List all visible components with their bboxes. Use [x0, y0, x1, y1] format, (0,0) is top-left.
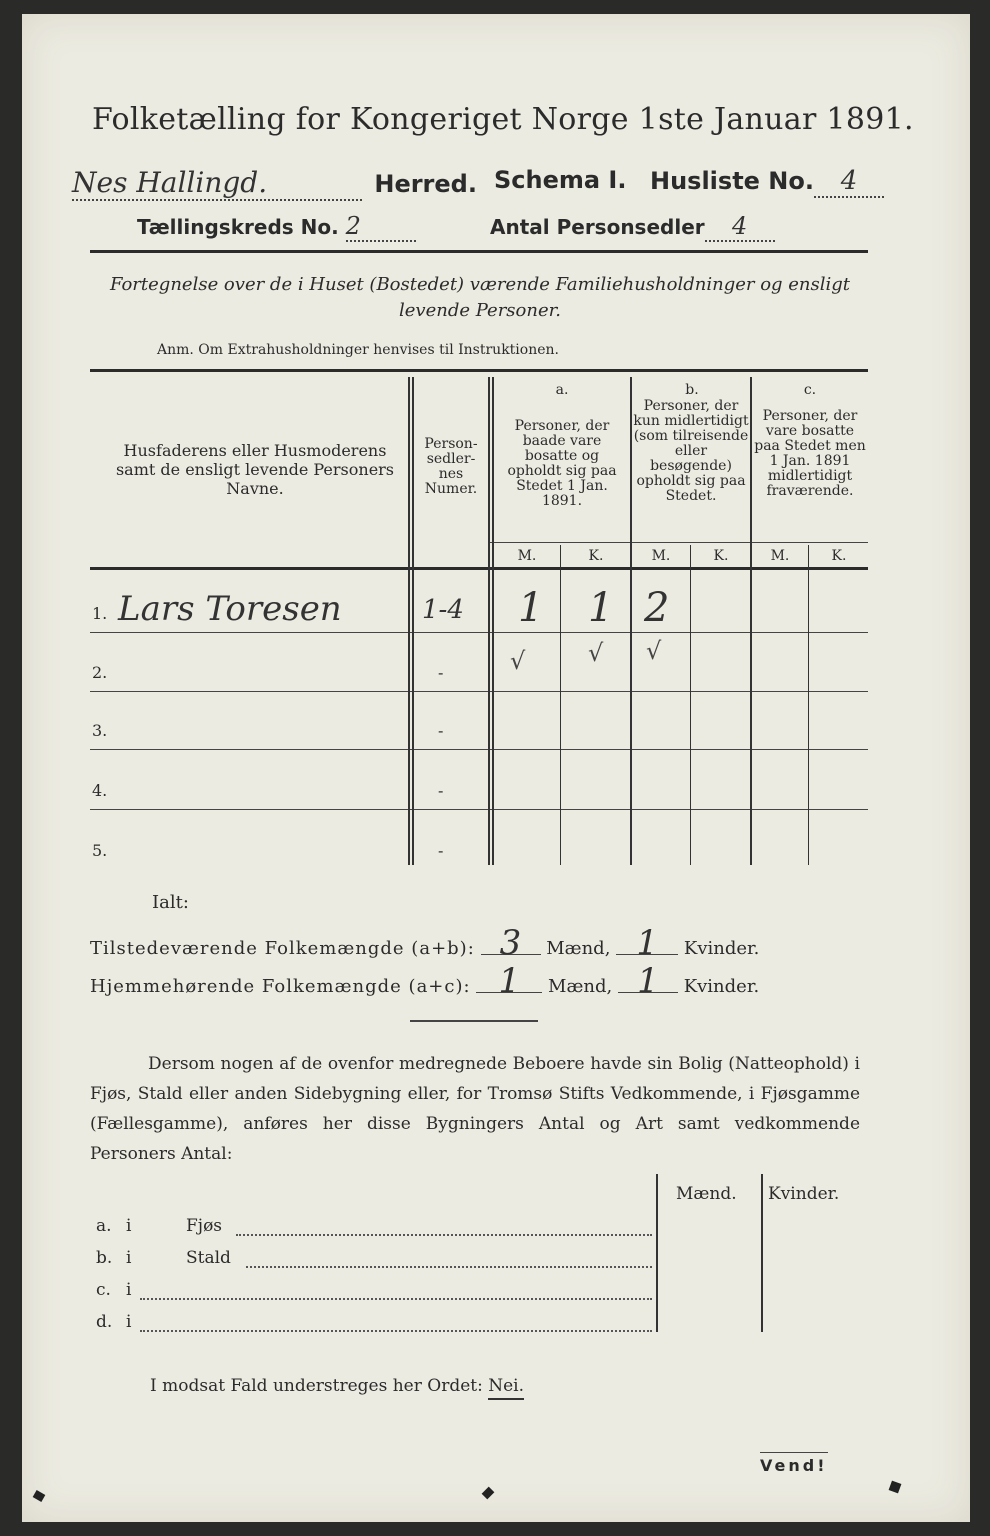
building-c-letter: c.	[96, 1280, 111, 1300]
row-1-b-m: 2	[644, 585, 670, 631]
building-a-i: i	[126, 1216, 132, 1236]
footer-text: I modsat Fald understreges her Ordet:	[150, 1376, 483, 1396]
footer-nei: Nei.	[488, 1376, 524, 1400]
building-a-letter: a.	[96, 1216, 112, 1236]
row-5-sedler: -	[438, 841, 444, 860]
header-names: Husfaderens eller Husmoderens samt de ensligt levende Personers Navne.	[115, 441, 395, 498]
hjem-maend: Mænd,	[548, 976, 613, 997]
header-c-letter: c.	[803, 382, 817, 398]
building-row-d	[96, 1312, 652, 1338]
row-5-num: 5.	[92, 841, 108, 860]
tilst-row	[90, 923, 890, 963]
header-c-m: M.	[770, 548, 790, 564]
hjem-kvinder: Kvinder.	[683, 976, 760, 997]
header-a-m: M.	[517, 548, 537, 564]
building-a-label: Fjøs	[186, 1216, 223, 1236]
corner-mark-middle	[482, 1487, 495, 1500]
form-title: Folketælling for Kongeriget Norge 1ste Januar 1891.	[92, 102, 914, 137]
tilst-kvinder: Kvinder.	[683, 938, 760, 959]
husliste-line	[650, 166, 884, 198]
hjem-k: 1	[618, 970, 678, 993]
row-3-num: 3.	[92, 721, 108, 740]
header-a: Personer, der baade vare bosatte og opholdt sig paa Stedet 1 Jan. 1891.	[507, 418, 617, 509]
anm-note: Anm. Om Extrahusholdninger henvises til Instruktionen.	[157, 342, 559, 358]
row-3-sedler: -	[438, 721, 444, 740]
schema-label: Schema I.	[494, 166, 627, 194]
header-b-k: K.	[713, 548, 729, 564]
herred-line	[72, 166, 477, 201]
kreds-value: 2	[346, 212, 416, 242]
hjem-row	[90, 961, 890, 1001]
row-1-name: Lars Toresen	[118, 589, 342, 629]
tilst-label: Tilstedeværende Folkemængde (a+b):	[90, 938, 475, 959]
building-row-a	[96, 1216, 652, 1242]
row-4-sedler: -	[438, 781, 444, 800]
header-c: Personer, der vare bosatte paa Stedet men 1 Jan. 1891 midlertidigt fraværende.	[754, 408, 866, 499]
building-row-c	[96, 1280, 652, 1306]
tilst-maend: Mænd,	[546, 938, 611, 959]
building-b-i: i	[126, 1248, 132, 1268]
row-1-sedler: 1-4	[422, 595, 464, 625]
building-d-i: i	[126, 1312, 132, 1332]
corner-mark-right	[889, 1481, 902, 1494]
corner-mark-left	[33, 1490, 46, 1502]
intro-text: Fortegnelse over de i Huset (Bostedet) værende Familiehusholdninger og ensligt levende Personer.	[109, 274, 851, 321]
ialt-label: Ialt:	[152, 892, 189, 913]
hjem-label: Hjemmehørende Folkemængde (a+c):	[90, 976, 471, 997]
row-2-check-b-m: √	[646, 637, 662, 665]
antal-line	[490, 212, 775, 242]
kreds-label: Tællingskreds No.	[137, 215, 339, 239]
header-a-k: K.	[588, 548, 604, 564]
row-2-check-a-m: √	[510, 647, 526, 675]
tilst-k: 1	[616, 932, 678, 955]
tilst-m: 3	[481, 932, 541, 955]
herred-value: Nes Hallingd.	[72, 166, 362, 201]
building-b-letter: b.	[96, 1248, 113, 1268]
building-row-b	[96, 1248, 652, 1274]
hjem-m: 1	[476, 970, 542, 993]
vend-label: Vend!	[760, 1452, 828, 1475]
divider-short	[410, 1020, 538, 1022]
header-rule	[90, 250, 868, 253]
header-c-k: K.	[831, 548, 847, 564]
building-c-i: i	[126, 1280, 132, 1300]
row-4-num: 4.	[92, 781, 108, 800]
header-b: Personer, der kun midlertidigt (som tilreisende eller besøgende) opholdt sig paa Stedet.	[633, 398, 749, 504]
footer-line	[150, 1376, 524, 1396]
buildings-table	[90, 1174, 870, 1334]
buildings-col-maend: Mænd.	[676, 1184, 737, 1204]
row-2-sedler: -	[438, 663, 444, 682]
header-b-m: M.	[651, 548, 671, 564]
row-1-a-m: 1	[518, 585, 544, 631]
building-b-label: Stald	[186, 1248, 231, 1268]
antal-value: 4	[705, 212, 775, 242]
husliste-value: 4	[814, 166, 884, 198]
row-2-num: 2.	[92, 663, 108, 682]
buildings-text: Dersom nogen af de ovenfor medregnede Beboere havde sin Bolig (Natteophold) i Fjøs, Stald eller anden Sidebygning eller, for Tromsø Stifts Vedkommende, i Fjøsgamme (Fællesgamme), anføres her disse Bygningers Antal og Art samt vedkommende Personers Antal:	[90, 1054, 860, 1164]
header-sedler-num: Person-sedler-nes Numer.	[424, 436, 478, 497]
herred-label: Herred.	[374, 170, 477, 198]
row-2-check-a-k: √	[588, 639, 604, 667]
building-d-letter: d.	[96, 1312, 113, 1332]
census-form-page	[22, 14, 970, 1522]
row-1-num: 1.	[92, 604, 108, 623]
row-1-a-k: 1	[588, 585, 614, 631]
header-b-letter: b.	[685, 382, 699, 398]
husliste-label: Husliste No.	[650, 167, 814, 195]
kreds-line	[137, 212, 416, 242]
household-table	[90, 369, 868, 867]
buildings-col-kvinder: Kvinder.	[768, 1184, 840, 1204]
antal-label: Antal Personsedler	[490, 215, 705, 239]
header-a-letter: a.	[555, 382, 569, 398]
